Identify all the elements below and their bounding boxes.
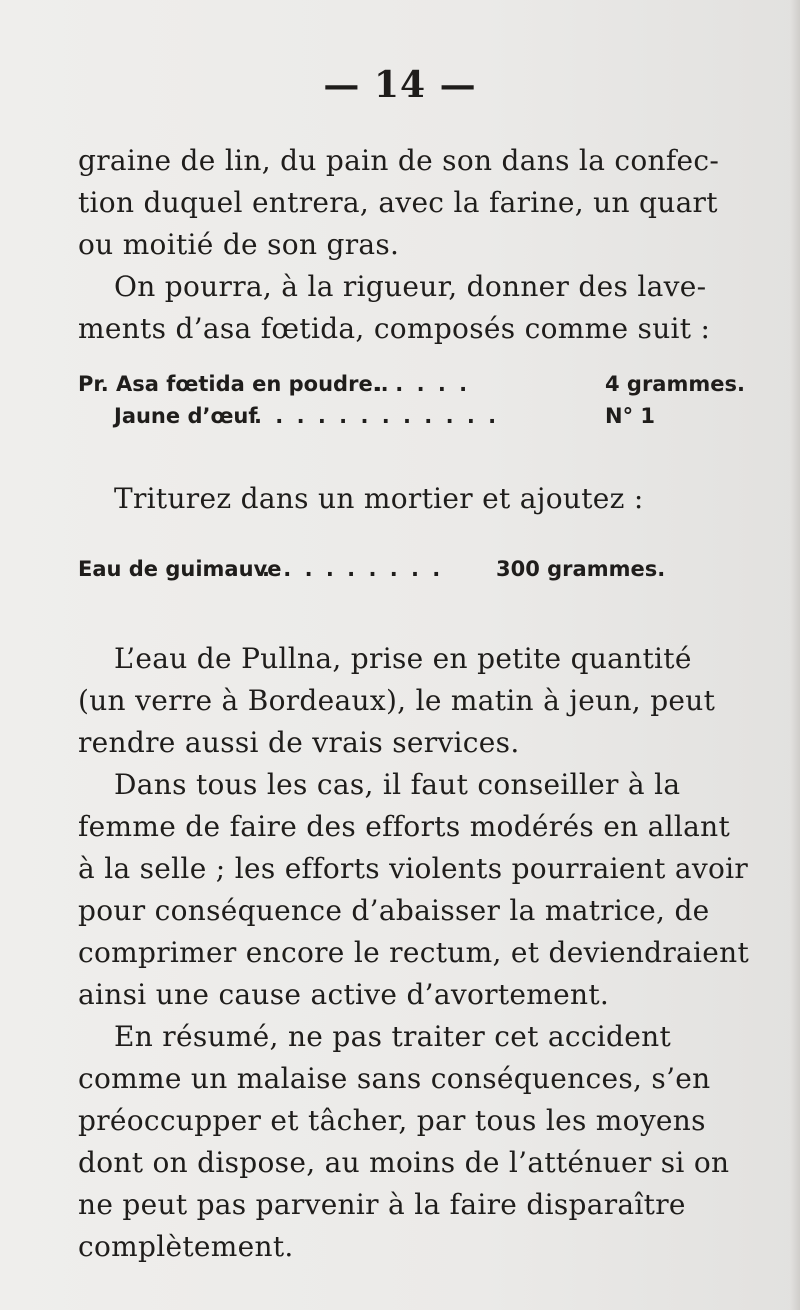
- paragraph-line: En résumé, ne pas traiter cet accident: [114, 1020, 672, 1053]
- paragraph-line: graine de lin, du pain de son dans la confec-: [78, 144, 720, 177]
- paragraph-line: à la selle ; les efforts violents pourraient avoir: [78, 852, 749, 885]
- paragraph-line: tion duquel entrera, avec la farine, un quart: [78, 186, 718, 219]
- recipe-list-2: [78, 553, 778, 585]
- paragraph-line: femme de faire des efforts modérés en allant: [78, 810, 731, 843]
- recipe-quantity: N° 1: [605, 404, 655, 428]
- paragraph-4: [78, 764, 778, 1016]
- paragraph-line: (un verre à Bordeaux), le matin à jeun, peut: [78, 684, 716, 717]
- recipe-ingredient: Eau de guimauve: [78, 557, 282, 581]
- paragraph-line: On pourra, à la rigueur, donner des lave-: [114, 270, 707, 303]
- recipe-leader-dots: . . . . .: [374, 372, 471, 396]
- recipe-leader-dots: . . . . . . . . .: [262, 557, 444, 581]
- recipe-row: [78, 553, 778, 585]
- paragraph-line: comprimer encore le rectum, et deviendraient: [78, 936, 750, 969]
- paragraph-3: [78, 638, 778, 764]
- paragraph-5: [78, 1016, 778, 1268]
- paragraph-line: ne peut pas parvenir à la faire disparaître: [78, 1188, 686, 1221]
- paragraph-line: ou moitié de son gras.: [78, 228, 400, 261]
- paragraph-line: Dans tous les cas, il faut conseiller à la: [114, 768, 681, 801]
- paragraph-line: dont on dispose, au moins de l’atténuer si on: [78, 1146, 730, 1179]
- paragraph-line: rendre aussi de vrais services.: [78, 726, 520, 759]
- recipe-ingredient: Pr. Asa fœtida en poudre..: [78, 372, 389, 396]
- page-edge-shadow: [790, 0, 800, 1310]
- paragraph-line: L’eau de Pullna, prise en petite quantité: [114, 642, 692, 675]
- recipe-quantity: 300 grammes.: [496, 557, 666, 581]
- paragraph-line: comme un malaise sans conséquences, s’en: [78, 1062, 711, 1095]
- recipe-row: [78, 368, 778, 400]
- page-number: — 14 —: [323, 64, 477, 106]
- paragraph-1: [78, 140, 778, 266]
- instruction-line: Triturez dans un mortier et ajoutez :: [114, 482, 644, 515]
- paragraph-line: complètement.: [78, 1230, 294, 1263]
- paragraph-line: pour conséquence d’abaisser la matrice, de: [78, 894, 710, 927]
- recipe-list-1: [78, 368, 778, 432]
- paragraph-line: ainsi une cause active d’avortement.: [78, 978, 610, 1011]
- paragraph-2: [78, 266, 778, 350]
- recipe-quantity: 4 grammes.: [605, 372, 745, 396]
- recipe-row: [78, 400, 778, 432]
- paragraph-line: ments d’asa fœtida, composés comme suit :: [78, 312, 711, 345]
- paragraph-line: préoccupper et tâcher, par tous les moyens: [78, 1104, 706, 1137]
- recipe-ingredient: Jaune d’œuf: [114, 404, 258, 428]
- recipe-leader-dots: . . . . . . . . . . . .: [254, 404, 500, 428]
